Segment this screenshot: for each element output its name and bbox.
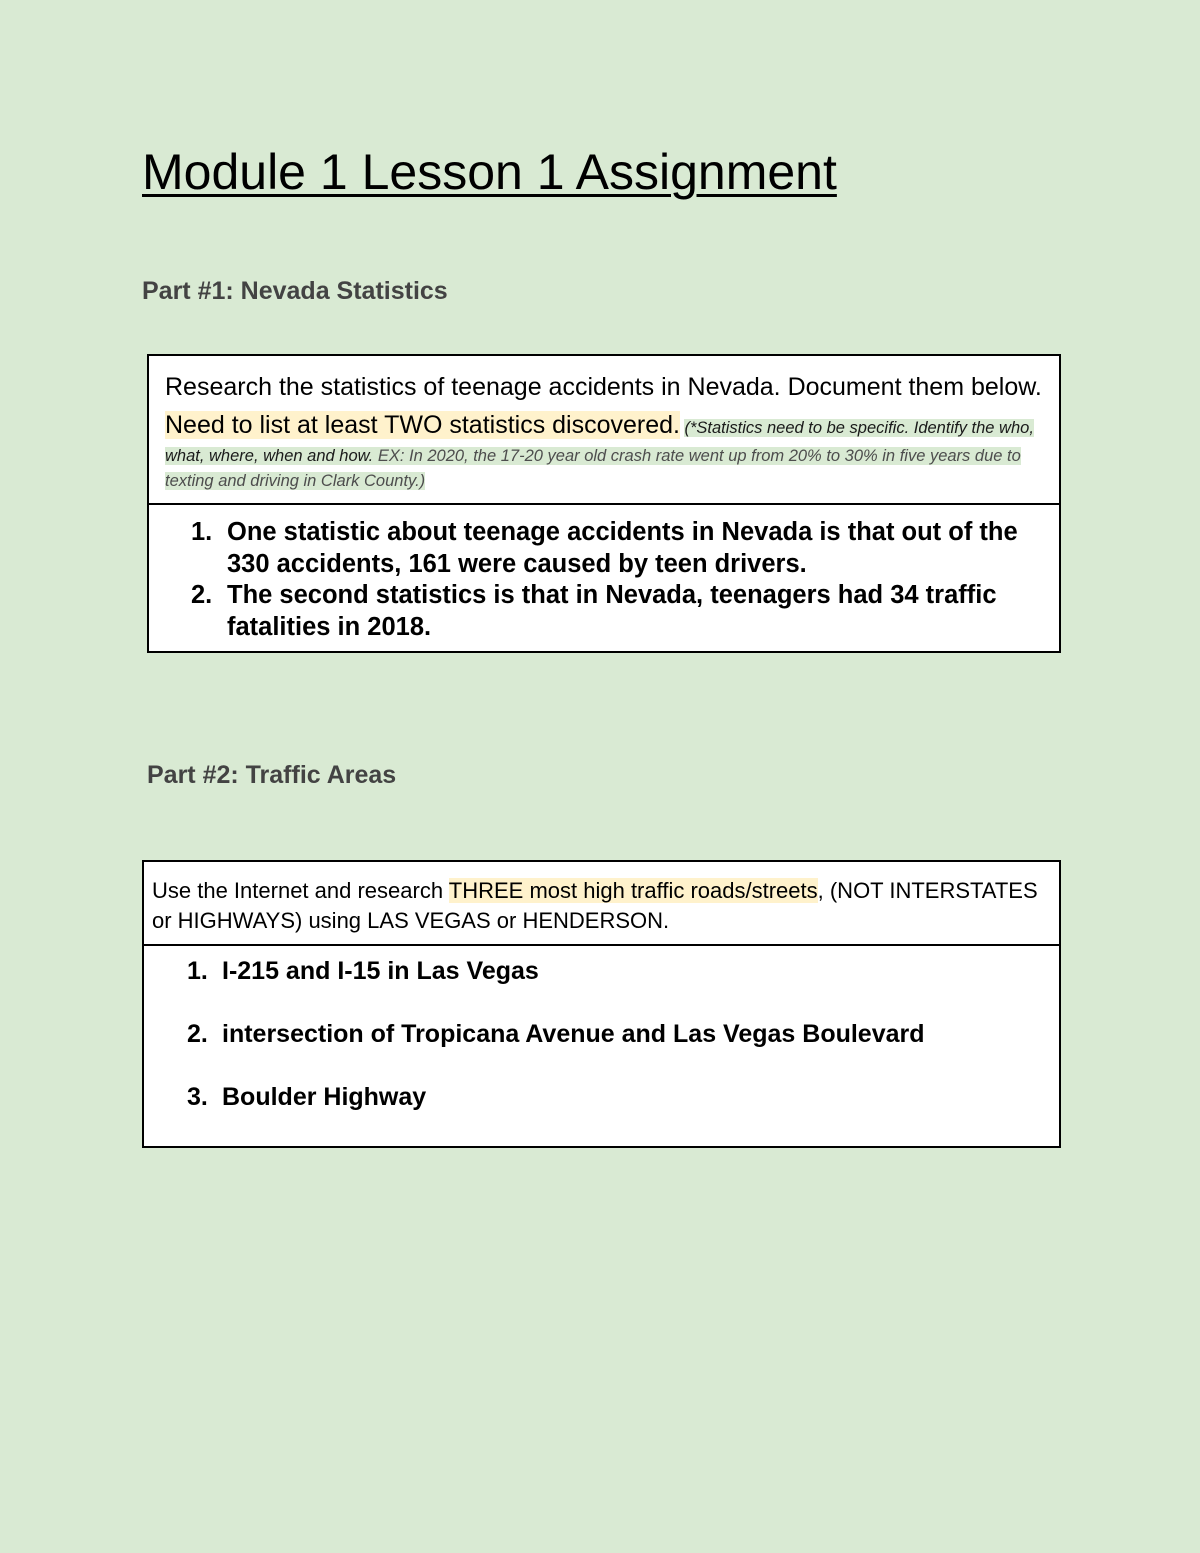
page-title: Module 1 Lesson 1 Assignment <box>142 144 837 200</box>
part2-instructions-highlight: THREE most high traffic roads/streets <box>448 878 818 903</box>
part1-note-text: (*Statistics need to be specific. Identify the who, what, where, when and how. <box>165 419 1034 465</box>
list-item <box>187 1018 1043 1050</box>
part1-instructions-intro: Research the statistics of teenage accidents in Nevada. Document them below. <box>165 373 1042 401</box>
list-item <box>191 517 1043 580</box>
list-item-number: 1. <box>191 518 213 546</box>
part1-instructions <box>149 356 1059 505</box>
list-item <box>187 955 1043 987</box>
list-item-number: 2. <box>191 581 213 609</box>
list-item-text: Boulder Highway <box>222 1083 427 1111</box>
part2-instructions-outro: , (NOT INTERSTATES or HIGHWAYS) using LAS VEGAS or HENDERSON. <box>152 878 1038 933</box>
list-item-number: 3. <box>187 1083 208 1111</box>
list-item-number: 2. <box>187 1020 208 1048</box>
part1-answer-list <box>149 505 1059 643</box>
part2-instructions-intro: Use the Internet and research <box>152 878 449 903</box>
part1-instructions-highlight: Need to list at least TWO statistics discovered. <box>165 411 681 439</box>
list-item-text: The second statistics is that in Nevada, teenagers had 34 traffic fatalities in 2018. <box>227 581 997 641</box>
part1-table <box>147 354 1061 653</box>
part2-instructions <box>144 862 1059 946</box>
part2-table <box>142 860 1061 1148</box>
part1-heading: Part #1: Nevada Statistics <box>142 277 448 305</box>
list-item <box>187 1081 1043 1113</box>
list-item-text: intersection of Tropicana Avenue and Las Vegas Boulevard <box>222 1020 925 1048</box>
part2-heading: Part #2: Traffic Areas <box>147 761 397 789</box>
list-item-text: I-215 and I-15 in Las Vegas <box>222 957 539 985</box>
list-item-text: One statistic about teenage accidents in Nevada is that out of the 330 accidents, 161 were caused by teen drivers. <box>227 518 1018 578</box>
part1-note-example: EX: In 2020, the 17-20 year old crash rate went up from 20% to 30% in five years due to texting and driving in Clark County.) <box>165 447 1021 490</box>
list-item <box>191 580 1043 643</box>
part2-answer-list <box>144 946 1059 1113</box>
list-item-number: 1. <box>187 957 208 985</box>
